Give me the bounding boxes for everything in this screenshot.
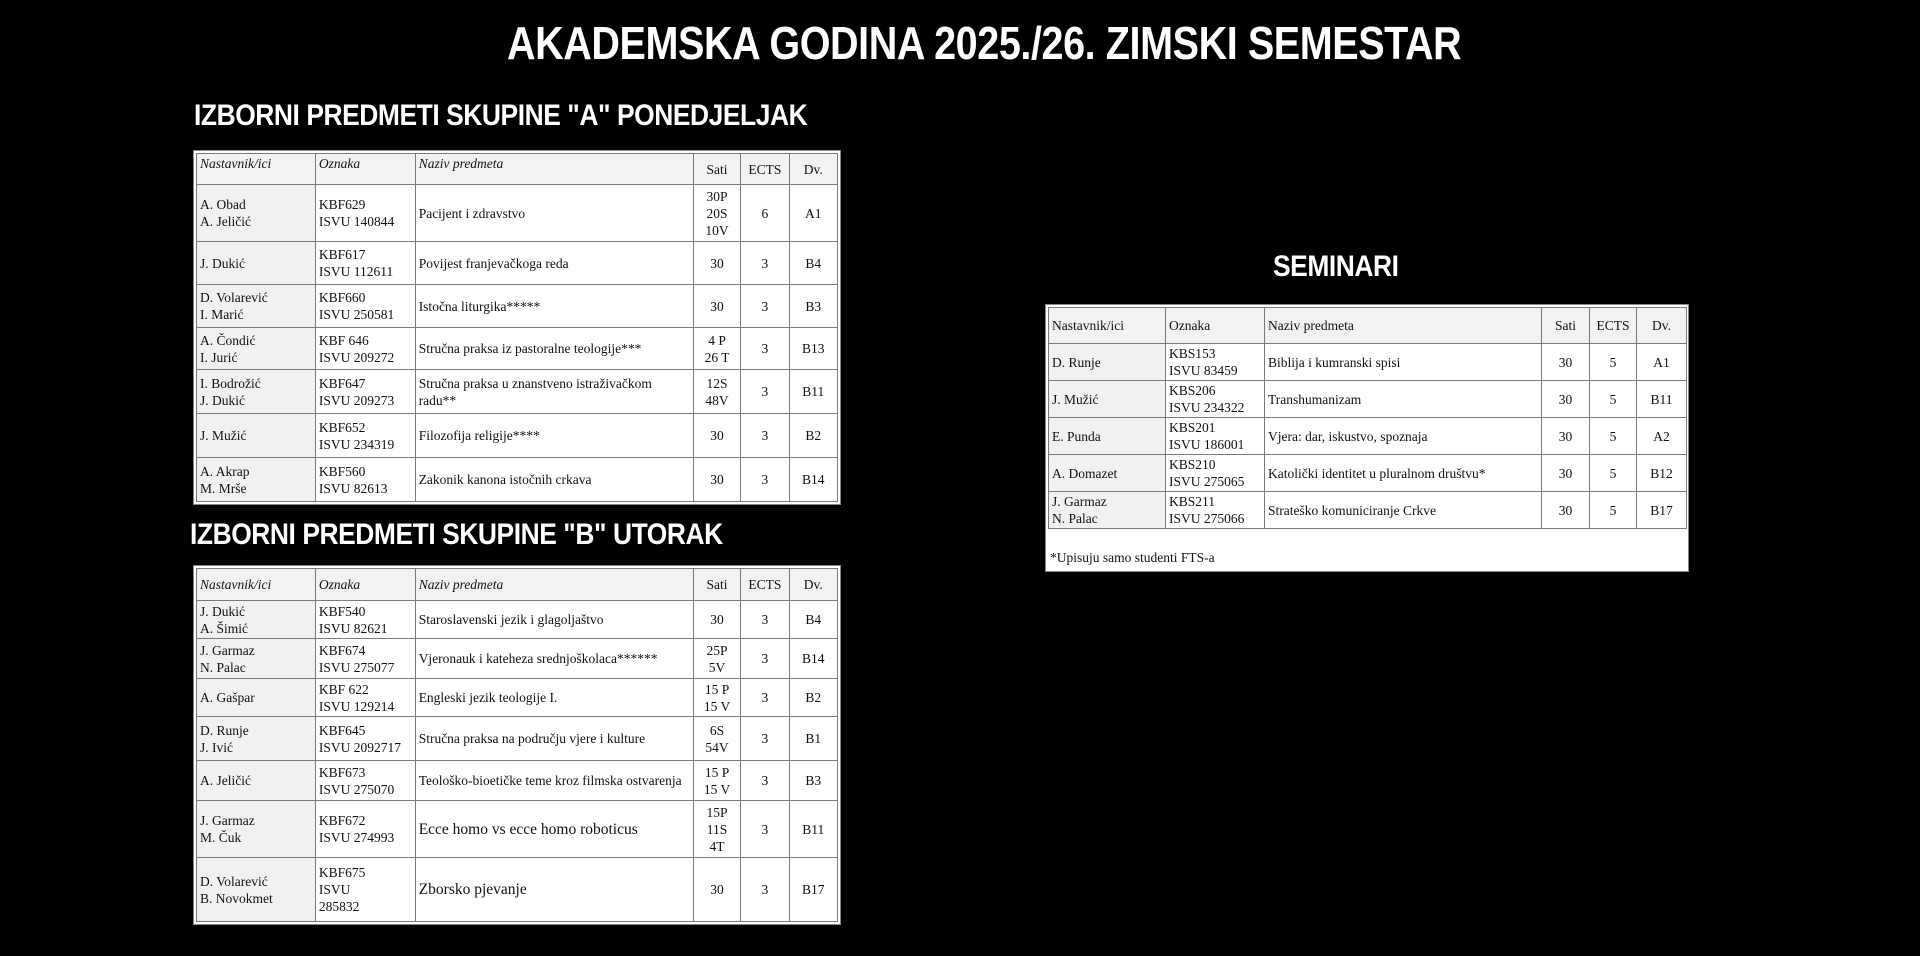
table-row: [197, 328, 838, 370]
room-cell: B17: [1637, 492, 1687, 529]
teacher-cell: J. Garmaz N. Palac: [1049, 492, 1166, 529]
teacher-cell: I. Bodrožić J. Dukić: [197, 370, 316, 414]
table-row: [197, 285, 838, 328]
header-code: Oznaka: [315, 154, 415, 185]
hours-cell: 30P 20S 10V: [693, 185, 740, 242]
ects-cell: 3: [741, 858, 789, 922]
ects-cell: 3: [741, 601, 789, 639]
ects-cell: 3: [741, 679, 789, 717]
hours-cell: 30: [693, 414, 740, 458]
hours-cell: 30: [693, 458, 740, 502]
ects-cell: 5: [1590, 381, 1637, 418]
teacher-cell: J. Garmaz N. Palac: [197, 639, 316, 679]
course-name-cell: Transhumanizam: [1265, 381, 1542, 418]
hours-cell: 30: [1542, 492, 1590, 529]
teacher-cell: A. Akrap M. Mrše: [197, 458, 316, 502]
table-row: [1049, 455, 1687, 492]
group-a-table: [196, 153, 838, 502]
hours-cell: 30: [693, 601, 740, 639]
table-row: [197, 801, 838, 858]
course-name-cell: Istočna liturgika*****: [415, 285, 693, 328]
code-cell: KBF660 ISVU 250581: [315, 285, 415, 328]
teacher-cell: A. Domazet: [1049, 455, 1166, 492]
hours-cell: 15 P 15 V: [693, 761, 740, 801]
code-cell: KBS210 ISVU 275065: [1166, 455, 1265, 492]
code-cell: KBF 622 ISVU 129214: [315, 679, 415, 717]
course-name-cell: Zborsko pjevanje: [415, 858, 693, 922]
room-cell: B2: [789, 679, 837, 717]
teacher-cell: J. Mužić: [197, 414, 316, 458]
header-ects: ECTS: [741, 569, 789, 601]
room-cell: B11: [789, 370, 837, 414]
table-row: [197, 242, 838, 285]
ects-cell: 3: [741, 801, 789, 858]
header-course-name: Naziv predmeta: [415, 569, 693, 601]
hours-cell: 30: [1542, 455, 1590, 492]
ects-cell: 3: [741, 761, 789, 801]
teacher-cell: D. Volarević I. Marić: [197, 285, 316, 328]
seminars-table: [1048, 307, 1687, 529]
table-row: [1049, 381, 1687, 418]
group-a-title: IZBORNI PREDMETI SKUPINE "A" PONEDJELJAK: [194, 99, 808, 132]
header-ects: ECTS: [741, 154, 789, 185]
table-row: [197, 679, 838, 717]
ects-cell: 5: [1590, 344, 1637, 381]
group-b-table: [196, 568, 838, 922]
header-code: Oznaka: [315, 569, 415, 601]
course-name-cell: Vjera: dar, iskustvo, spoznaja: [1265, 418, 1542, 455]
code-cell: KBF673 ISVU 275070: [315, 761, 415, 801]
table-header-row: [1049, 308, 1687, 344]
room-cell: B14: [789, 458, 837, 502]
ects-cell: 3: [741, 242, 789, 285]
room-cell: B4: [789, 242, 837, 285]
code-cell: KBF629 ISVU 140844: [315, 185, 415, 242]
teacher-cell: D. Runje J. Ivić: [197, 717, 316, 761]
room-cell: B1: [789, 717, 837, 761]
header-hours: Sati: [693, 569, 740, 601]
header-code: Oznaka: [1166, 308, 1265, 344]
header-teacher: Nastavnik/ici: [1049, 308, 1166, 344]
code-cell: KBF617 ISVU 112611: [315, 242, 415, 285]
header-teacher: Nastavnik/ici: [197, 154, 316, 185]
table-row: [1049, 492, 1687, 529]
hours-cell: 12S 48V: [693, 370, 740, 414]
table-row: [1049, 418, 1687, 455]
teacher-cell: A. Čondić I. Jurić: [197, 328, 316, 370]
hours-cell: 15P 11S 4T: [693, 801, 740, 858]
code-cell: KBF647 ISVU 209273: [315, 370, 415, 414]
room-cell: A2: [1637, 418, 1687, 455]
course-name-cell: Zakonik kanona istočnih crkava: [415, 458, 693, 502]
table-row: [197, 370, 838, 414]
course-name-cell: Filozofija religije****: [415, 414, 693, 458]
room-cell: B4: [789, 601, 837, 639]
hours-cell: 30: [1542, 418, 1590, 455]
ects-cell: 3: [741, 328, 789, 370]
course-name-cell: Pacijent i zdravstvo: [415, 185, 693, 242]
code-cell: KBF672 ISVU 274993: [315, 801, 415, 858]
header-room: Dv.: [789, 154, 837, 185]
ects-cell: 3: [741, 458, 789, 502]
teacher-cell: E. Punda: [1049, 418, 1166, 455]
ects-cell: 5: [1590, 492, 1637, 529]
teacher-cell: J. Garmaz M. Čuk: [197, 801, 316, 858]
ects-cell: 3: [741, 639, 789, 679]
room-cell: A1: [789, 185, 837, 242]
hours-cell: 15 P 15 V: [693, 679, 740, 717]
table-row: [197, 185, 838, 242]
teacher-cell: A. Gašpar: [197, 679, 316, 717]
hours-cell: 30: [693, 285, 740, 328]
seminars-table-wrapper: [1046, 305, 1688, 571]
room-cell: B11: [1637, 381, 1687, 418]
room-cell: A1: [1637, 344, 1687, 381]
header-teacher: Nastavnik/ici: [197, 569, 316, 601]
room-cell: B2: [789, 414, 837, 458]
table-row: [197, 761, 838, 801]
table-row: [197, 601, 838, 639]
course-name-cell: Ecce homo vs ecce homo roboticus: [415, 801, 693, 858]
ects-cell: 3: [741, 285, 789, 328]
teacher-cell: J. Dukić: [197, 242, 316, 285]
code-cell: KBF540 ISVU 82621: [315, 601, 415, 639]
teacher-cell: D. Runje: [1049, 344, 1166, 381]
code-cell: KBS201 ISVU 186001: [1166, 418, 1265, 455]
course-name-cell: Vjeronauk i kateheza srednjoškolaca******: [415, 639, 693, 679]
table-header-row: [197, 154, 838, 185]
table-header-row: [197, 569, 838, 601]
code-cell: KBF560 ISVU 82613: [315, 458, 415, 502]
code-cell: KBF645 ISVU 2092717: [315, 717, 415, 761]
teacher-cell: A. Obad A. Jeličić: [197, 185, 316, 242]
hours-cell: 25P 5V: [693, 639, 740, 679]
header-hours: Sati: [693, 154, 740, 185]
teacher-cell: J. Dukić A. Šimić: [197, 601, 316, 639]
group-b-table-wrapper: [194, 566, 840, 924]
course-name-cell: Stručna praksa iz pastoralne teologije***: [415, 328, 693, 370]
course-name-cell: Stručna praksa u znanstveno istraživačkom radu**: [415, 370, 693, 414]
group-b-title: IZBORNI PREDMETI SKUPINE "B" UTORAK: [190, 518, 723, 551]
hours-cell: 30: [693, 242, 740, 285]
code-cell: KBS211 ISVU 275066: [1166, 492, 1265, 529]
course-name-cell: Povijest franjevačkoga reda: [415, 242, 693, 285]
table-row: [1049, 344, 1687, 381]
code-cell: KBF675 ISVU 285832: [315, 858, 415, 922]
hours-cell: 30: [693, 858, 740, 922]
table-row: [197, 858, 838, 922]
group-a-table-wrapper: [194, 151, 840, 504]
course-name-cell: Katolički identitet u pluralnom društvu*: [1265, 455, 1542, 492]
teacher-cell: A. Jeličić: [197, 761, 316, 801]
room-cell: B14: [789, 639, 837, 679]
ects-cell: 6: [741, 185, 789, 242]
ects-cell: 3: [741, 717, 789, 761]
room-cell: B12: [1637, 455, 1687, 492]
code-cell: KBS153 ISVU 83459: [1166, 344, 1265, 381]
table-row: [197, 414, 838, 458]
ects-cell: 3: [741, 370, 789, 414]
course-name-cell: Teološko-bioetičke teme kroz filmska ostvarenja: [415, 761, 693, 801]
table-row: [197, 458, 838, 502]
course-name-cell: Biblija i kumranski spisi: [1265, 344, 1542, 381]
table-row: [197, 717, 838, 761]
hours-cell: 6S 54V: [693, 717, 740, 761]
header-course-name: Naziv predmeta: [415, 154, 693, 185]
header-hours: Sati: [1542, 308, 1590, 344]
course-name-cell: Engleski jezik teologije I.: [415, 679, 693, 717]
ects-cell: 5: [1590, 455, 1637, 492]
header-room: Dv.: [1637, 308, 1687, 344]
header-room: Dv.: [789, 569, 837, 601]
ects-cell: 3: [741, 414, 789, 458]
code-cell: KBF674 ISVU 275077: [315, 639, 415, 679]
room-cell: B11: [789, 801, 837, 858]
code-cell: KBF 646 ISVU 209272: [315, 328, 415, 370]
course-name-cell: Strateško komuniciranje Crkve: [1265, 492, 1542, 529]
code-cell: KBS206 ISVU 234322: [1166, 381, 1265, 418]
code-cell: KBF652 ISVU 234319: [315, 414, 415, 458]
header-ects: ECTS: [1590, 308, 1637, 344]
hours-cell: 4 P 26 T: [693, 328, 740, 370]
room-cell: B3: [789, 285, 837, 328]
room-cell: B3: [789, 761, 837, 801]
hours-cell: 30: [1542, 381, 1590, 418]
room-cell: B17: [789, 858, 837, 922]
ects-cell: 5: [1590, 418, 1637, 455]
table-row: [197, 639, 838, 679]
seminars-title: SEMINARI: [1273, 250, 1399, 283]
main-title: AKADEMSKA GODINA 2025./26. ZIMSKI SEMESTAR: [507, 17, 1462, 69]
seminars-footnote: *Upisuju samo studenti FTS-a: [1050, 550, 1215, 565]
course-name-cell: Stručna praksa na području vjere i kulture: [415, 717, 693, 761]
room-cell: B13: [789, 328, 837, 370]
header-course-name: Naziv predmeta: [1265, 308, 1542, 344]
course-name-cell: Staroslavenski jezik i glagoljaštvo: [415, 601, 693, 639]
teacher-cell: D. Volarević B. Novokmet: [197, 858, 316, 922]
hours-cell: 30: [1542, 344, 1590, 381]
teacher-cell: J. Mužić: [1049, 381, 1166, 418]
